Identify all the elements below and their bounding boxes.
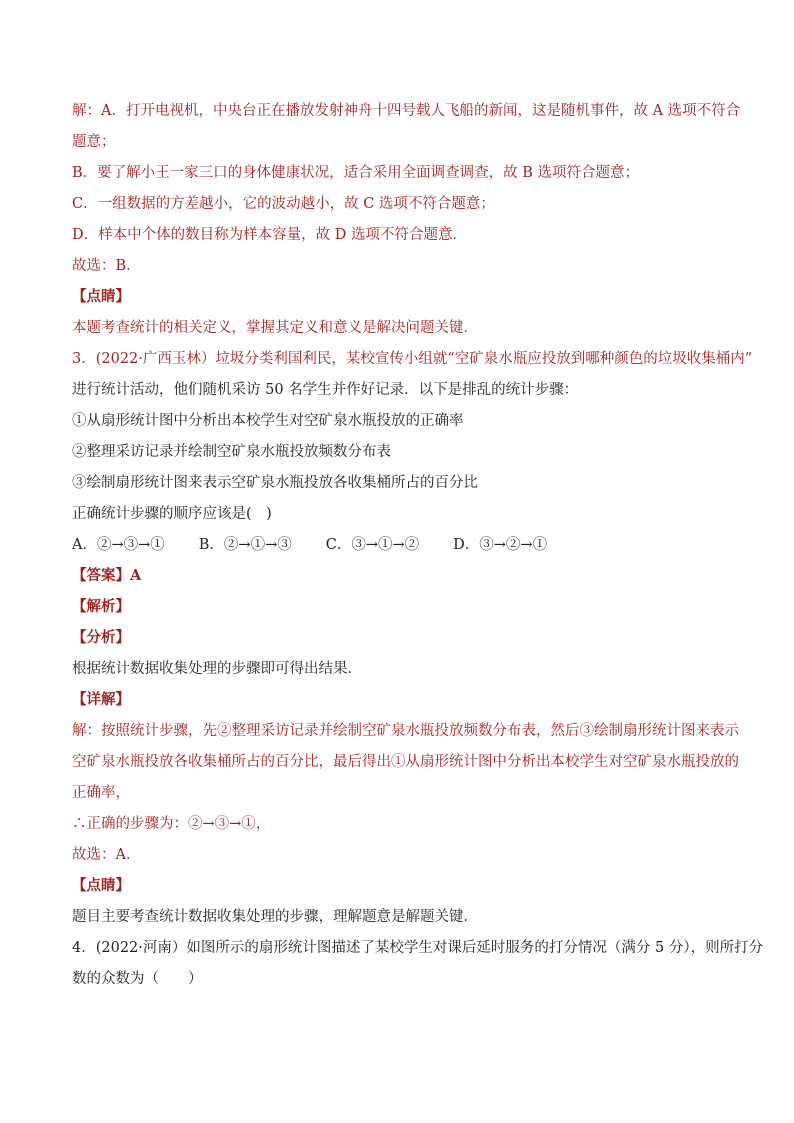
question-stem: 进行统计活动，他们随机采访 50 名学生并作好记录．以下是排乱的统计步骤： xyxy=(72,382,579,398)
step-item: ②整理采访记录并绘制空矿泉水瓶投放频数分布表 xyxy=(72,444,391,460)
question-ask: 正确统计步骤的顺序应该是( ) xyxy=(72,506,272,522)
dianjing-text: 题目主要考查统计数据收集处理的步骤，理解题意是解题关键． xyxy=(72,909,478,925)
option-a: A．②→③→① xyxy=(72,537,165,553)
options-row xyxy=(72,535,547,555)
answer-choice: 故选：B． xyxy=(72,258,141,274)
step-item: ①从扇形统计图中分析出本校学生对空矿泉水瓶投放的正确率 xyxy=(72,413,464,429)
section-heading-dianjing: 【点睛】 xyxy=(72,288,130,305)
dianjing-text: 本题考查统计的相关定义，掌握其定义和意义是解决问题关键． xyxy=(72,320,478,336)
option-d: D．③→②→① xyxy=(453,537,548,553)
xiangjie-line: 空矿泉水瓶投放各收集桶所占的百分比，最后得出①从扇形统计图中分析出本校学生对空矿泉水瓶投放的 xyxy=(72,754,739,770)
question-stem: 3．(2022·广西玉林）垃圾分类利国利民，某校宣传小组就“空矿泉水瓶应投放到哪种颜色的垃圾收集桶内” xyxy=(72,351,753,367)
step-item: ③绘制扇形统计图来表示空矿泉水瓶投放各收集桶所占的百分比 xyxy=(72,475,478,491)
xiangjie-line: 正确率， xyxy=(72,785,130,801)
question-stem: 4．(2022·河南）如图所示的扇形统计图描述了某校学生对课后延时服务的打分情况（满分 5 分），则所打分 xyxy=(72,940,764,956)
solution-line: 题意； xyxy=(72,134,116,150)
fenxi-text: 根据统计数据收集处理的步骤即可得出结果． xyxy=(72,661,362,677)
option-c: C．③→①→② xyxy=(325,537,420,553)
section-heading-fenxi: 【分析】 xyxy=(72,629,130,646)
question-stem: 数的众数为（ ） xyxy=(72,971,203,987)
section-heading-dianjing: 【点睛】 xyxy=(72,877,130,894)
solution-line: C．一组数据的方差越小，它的波动越小，故 C 选项不符合题意； xyxy=(72,196,495,212)
xiangjie-line: 解：按照统计步骤，先②整理采访记录并绘制空矿泉水瓶投放频数分布表，然后③绘制扇形统计图来表示 xyxy=(72,723,739,739)
section-heading-answer: 【答案】A xyxy=(72,567,142,584)
solution-line: D．样本中个体的数目称为样本容量，故 D 选项不符合题意． xyxy=(72,227,467,243)
conclusion-line: ∴正确的步骤为：②→③→①， xyxy=(72,816,271,832)
solution-line: B．要了解小王一家三口的身体健康状况，适合采用全面调查调查，故 B 选项符合题意； xyxy=(72,165,640,181)
section-heading-xiangjie: 【详解】 xyxy=(72,691,130,708)
answer-choice: 故选：A． xyxy=(72,847,141,863)
option-b: B．②→①→③ xyxy=(198,537,292,553)
solution-line: 解：A．打开电视机，中央台正在播放发射神舟十四号载人飞船的新闻，这是随机事件，故 A 选项不符合 xyxy=(72,103,741,119)
section-heading-jiexi: 【解析】 xyxy=(72,598,130,615)
